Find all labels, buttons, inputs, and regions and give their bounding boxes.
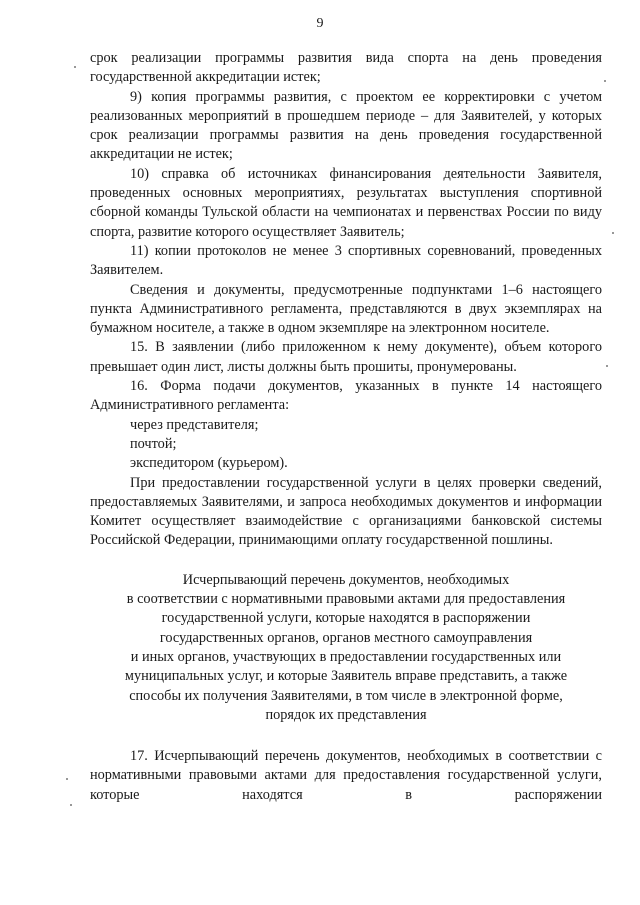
- scan-speck: [612, 232, 614, 234]
- scan-speck: [70, 804, 72, 806]
- paragraph-group-top: [90, 49, 602, 551]
- paragraph: 17. Исчерпывающий перечень документов, необходимых в соответствии с нормативными правовыми актами для предоставления государственной услуги, которые находятся в распоряжении: [90, 748, 602, 803]
- scan-speck: [66, 778, 68, 780]
- page-number: 9: [316, 16, 324, 31]
- scan-speck: [604, 80, 606, 82]
- paragraph: При предоставлении государственной услуги в целях проверки сведений, предоставляемых Заявителями, и запроса необходимых документов и информации Комитет осуществляет взаимодействие с организациями банковской системы Российской Федерации, принимающими оплату государственной пошлины.: [90, 474, 602, 549]
- heading-line: Исчерпывающий перечень документов, необходимых: [182, 571, 510, 588]
- paragraph: 16. Форма подачи документов, указанных в пункте 14 настоящего Административного регламента:: [90, 378, 602, 414]
- heading-line: государственных органов, органов местного самоуправления: [159, 629, 533, 646]
- paragraph: через представителя;: [130, 416, 259, 433]
- spacer: [90, 551, 602, 571]
- heading-line: в соответствии с нормативными правовыми актами для предоставления: [126, 591, 566, 608]
- paragraph: 15. В заявлении (либо приложенном к нему документе), объем которого превышает один лист, листы должны быть прошиты, пронумерованы.: [90, 339, 602, 375]
- spacer: [90, 725, 602, 747]
- paragraph: 11) копии протоколов не менее 3 спортивных соревнований, проведенных Заявителем.: [90, 242, 602, 279]
- paragraph: 10) справка об источниках финансирования деятельности Заявителя, проведенных основных мероприятиях, результатах выступления спортивной сборной команды Тульской области на чемпионатах и первенствах России по виду спорта, развитие которого осуществляет Заявитель;: [90, 165, 602, 240]
- paragraph: экспедитором (курьером).: [130, 455, 288, 472]
- heading-line: муниципальных услуг, и которые Заявитель вправе представить, а также: [124, 668, 568, 685]
- heading-line: государственной услуги, которые находятся в распоряжении: [161, 610, 531, 627]
- document-body: [90, 49, 602, 805]
- section-heading: [90, 571, 602, 725]
- paragraph: Сведения и документы, предусмотренные подпунктами 1–6 настоящего пункта Административного регламента, представляются в двух экземплярах на бумажном носителе, а также в одном экземпляре на электронном носителе.: [90, 281, 602, 337]
- paragraph-group-bottom: [90, 747, 602, 805]
- paragraph: срок реализации программы развития вида спорта на день проведения государственной аккредитации истек;: [90, 50, 602, 86]
- paragraph: почтой;: [130, 435, 177, 452]
- heading-line: и иных органов, участвующих в предоставлении государственных или: [130, 648, 562, 665]
- scan-speck: [606, 365, 608, 367]
- paragraph: 9) копия программы развития, с проектом ее корректировки с учетом реализованных мероприятий в прошедшем периоде – для Заявителей, у которых срок реализации программы развития на день проведения государственной аккредитации не истек;: [90, 88, 602, 163]
- heading-line: способы их получения Заявителями, в том числе в электронной форме,: [129, 687, 563, 704]
- scan-speck: [74, 66, 76, 68]
- heading-line: порядок их представления: [265, 706, 427, 723]
